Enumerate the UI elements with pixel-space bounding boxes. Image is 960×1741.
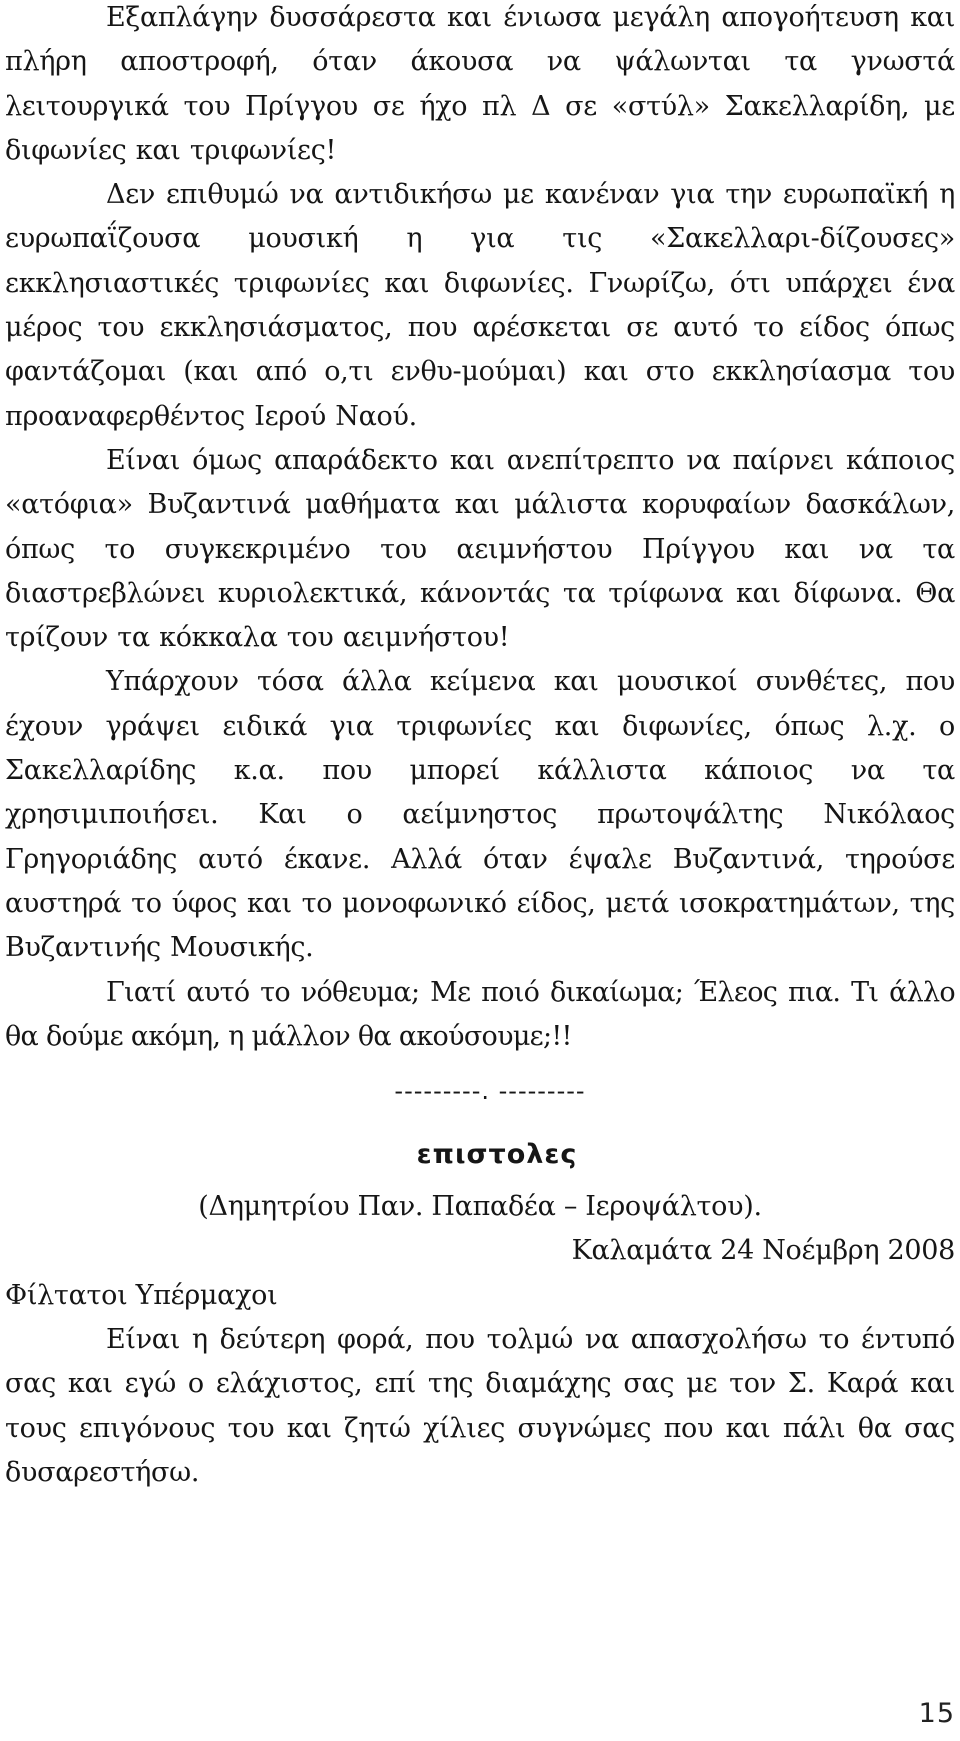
paragraph-2: Δεν επιθυμώ να αντιδικήσω με κανέναν για την ευρωπαϊκή η ευρωπαΐζουσα μουσική η για τις «Σακελλαρι-δίζουσες» εκκλησιαστικές τριφωνίες και διφωνίες. Γνωρίζω, ότι υπάρχει ένα μέρος του εκκλησιάσματος, που αρέσκεται σε αυτό το είδος όπως φαντάζομαι (και από ο,τι ενθυ-μούμαι) και στο εκκλησίασμα του προαναφερθέντος Ιερού Ναού. <box>5 179 955 432</box>
article-body <box>5 0 955 1059</box>
page-number: 15 <box>918 1698 955 1729</box>
paragraph-4: Υπάρχουν τόσα άλλα κείμενα και μουσικοί συνθέτες, που έχουν γράψει ειδικά για τριφωνίες και διφωνίες, όπως λ.χ. ο Σακελλαρίδης κ.α. που μπορεί κάλλιστα κάποιος να τα χρησιμιποιήσει. Και ο αείμνηστος πρωτοψάλτης Νικόλαος Γρηγοριάδης αυτό έκανε. Αλλά όταν έψαλε Βυζαντινά, τηρούσε αυστηρά το ύφος και το μονοφωνικό είδος, μετά ισοκρατημάτων, της Βυζαντινής Μουσικής. <box>5 666 955 964</box>
letter-author: (Δημητρίου Παν. Παπαδέα – Ιεροψάλτου). <box>198 1191 762 1223</box>
letter-body: Είναι η δεύτερη φορά, που τολμώ να απασχολήσω το έντυπό σας και εγώ ο ελάχιστος, επί της διαμάχης σας με τον Σ. Καρά και τους επιγόνους του και ζητώ χίλιες συγνώμες που και πάλι θα σας δυσαρεστήσω. <box>5 1324 955 1488</box>
document-page <box>5 0 955 1495</box>
letter-body-block <box>5 1318 955 1495</box>
paragraph-5: Γιατί αυτό το νόθευμα; Με ποιό δικαίωμα; Έλεος πια. Τι άλλο θα δούμε ακόμη, η μάλλον θα ακούσουμε;!! <box>5 976 955 1052</box>
section-separator: ---------. --------- <box>394 1077 586 1106</box>
letter-salutation: Φίλτατοι Υπέρμαχοι <box>5 1279 278 1311</box>
paragraph-1: Εξαπλάγην δυσσάρεστα και ένιωσα μεγάλη απογοήτευση και πλήρη αποστροφή, όταν άκουσα να ψάλωνται τα γνωστά λειτουργικά του Πρίγγου σε ήχο πλ Δ σε «στύλ» Σακελλαρίδη, με διφωνίες και τριφωνίες! <box>5 2 955 166</box>
section-heading: επιστολες <box>416 1139 578 1171</box>
letter-place-date: Καλαμάτα 24 Νοέμβρη 2008 <box>571 1235 955 1267</box>
paragraph-3: Είναι όμως απαράδεκτο και ανεπίτρεπτο να παίρνει κάποιος «ατόφια» Βυζαντινά μαθήματα και μάλιστα κορυφαίων δασκάλων, όπως το συγκεκριμένο του αειμνήστου Πρίγγου και να τα διαστρεβλώνει κυριολεκτικά, κάνοντάς τα τρίφωνα και δίφωνα. Θα τρίζουν τα κόκκαλα του αειμνήστου! <box>5 444 955 654</box>
